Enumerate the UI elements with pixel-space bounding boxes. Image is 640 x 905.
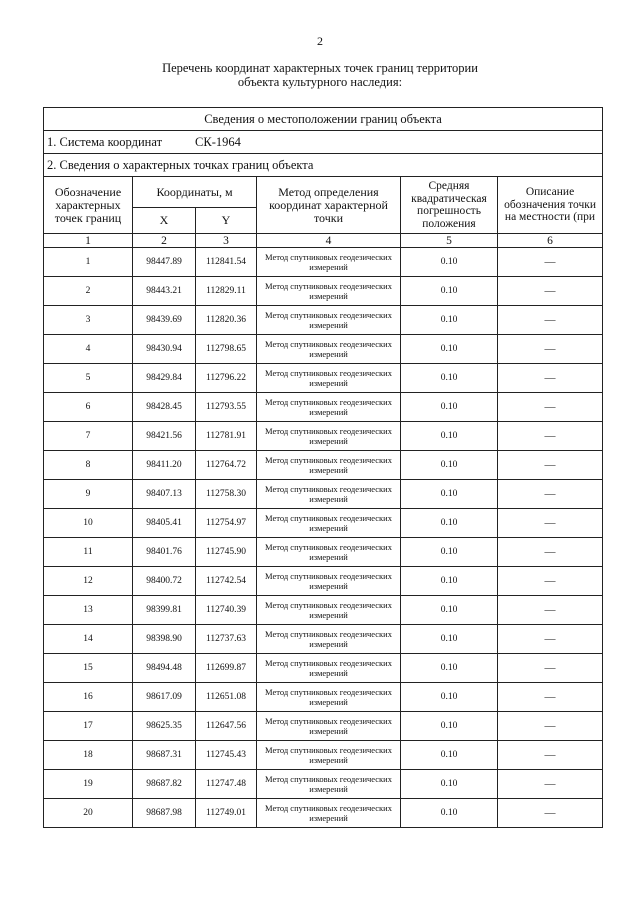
header-y: Y	[196, 208, 257, 234]
coordinate-x: 98428.45	[133, 393, 196, 422]
coordinate-x: 98405.41	[133, 509, 196, 538]
error-cell: 0.10	[401, 335, 498, 364]
coordinate-y: 112749.01	[196, 799, 257, 828]
table-row	[44, 770, 603, 799]
coordinate-y: 112758.30	[196, 480, 257, 509]
error-cell: 0.10	[401, 509, 498, 538]
description-cell: —	[498, 393, 603, 422]
point-number: 5	[44, 364, 133, 393]
description-cell: —	[498, 538, 603, 567]
method-cell: Метод спутниковых геодезических измерений	[257, 741, 401, 770]
error-cell: 0.10	[401, 683, 498, 712]
error-cell: 0.10	[401, 480, 498, 509]
description-cell: —	[498, 451, 603, 480]
point-number: 15	[44, 654, 133, 683]
coordinate-y: 112820.36	[196, 306, 257, 335]
header-coordinates: Координаты, м	[133, 177, 257, 208]
description-cell: —	[498, 509, 603, 538]
coordinate-x: 98443.21	[133, 277, 196, 306]
coordinate-x: 98687.82	[133, 770, 196, 799]
table-row	[44, 306, 603, 335]
coordinate-x: 98687.31	[133, 741, 196, 770]
point-number: 14	[44, 625, 133, 654]
description-cell: —	[498, 712, 603, 741]
description-cell: —	[498, 248, 603, 277]
table-row	[44, 335, 603, 364]
description-cell: —	[498, 335, 603, 364]
table-row	[44, 480, 603, 509]
header-designation: Обозначение характерных точек границ	[44, 177, 133, 234]
coordinate-y: 112745.90	[196, 538, 257, 567]
description-cell: —	[498, 654, 603, 683]
header-description: Описание обозначения точки на местности (при	[498, 177, 603, 234]
method-cell: Метод спутниковых геодезических измерений	[257, 596, 401, 625]
method-cell: Метод спутниковых геодезических измерений	[257, 770, 401, 799]
point-number: 19	[44, 770, 133, 799]
coordinate-x: 98429.84	[133, 364, 196, 393]
method-cell: Метод спутниковых геодезических измерений	[257, 480, 401, 509]
error-cell: 0.10	[401, 306, 498, 335]
point-number: 9	[44, 480, 133, 509]
coordinate-y: 112651.08	[196, 683, 257, 712]
description-cell: —	[498, 683, 603, 712]
point-number: 20	[44, 799, 133, 828]
coordinate-x: 98399.81	[133, 596, 196, 625]
error-cell: 0.10	[401, 770, 498, 799]
coordinate-y: 112798.65	[196, 335, 257, 364]
method-cell: Метод спутниковых геодезических измерений	[257, 364, 401, 393]
description-cell: —	[498, 567, 603, 596]
error-cell: 0.10	[401, 277, 498, 306]
description-cell: —	[498, 596, 603, 625]
table-row	[44, 509, 603, 538]
method-cell: Метод спутниковых геодезических измерений	[257, 451, 401, 480]
table-row	[44, 277, 603, 306]
error-cell: 0.10	[401, 451, 498, 480]
header-x: X	[133, 208, 196, 234]
error-cell: 0.10	[401, 799, 498, 828]
document-title	[0, 61, 640, 89]
point-number: 2	[44, 277, 133, 306]
table-row	[44, 625, 603, 654]
method-cell: Метод спутниковых геодезических измерений	[257, 393, 401, 422]
title-line-2: объекта культурного наследия:	[237, 75, 403, 89]
coordinate-y: 112754.97	[196, 509, 257, 538]
column-number: 4	[257, 234, 401, 248]
table-row	[44, 799, 603, 828]
point-number: 3	[44, 306, 133, 335]
table-row	[44, 741, 603, 770]
method-cell: Метод спутниковых геодезических измерений	[257, 306, 401, 335]
error-cell: 0.10	[401, 422, 498, 451]
point-number: 6	[44, 393, 133, 422]
point-number: 7	[44, 422, 133, 451]
coordinate-y: 112829.11	[196, 277, 257, 306]
table-row	[44, 248, 603, 277]
description-cell: —	[498, 770, 603, 799]
method-cell: Метод спутниковых геодезических измерений	[257, 248, 401, 277]
page-number: 2	[317, 34, 323, 48]
coordinate-x: 98400.72	[133, 567, 196, 596]
error-cell: 0.10	[401, 625, 498, 654]
coordinate-x: 98398.90	[133, 625, 196, 654]
table-row	[44, 654, 603, 683]
table-row	[44, 393, 603, 422]
coordinate-x: 98430.94	[133, 335, 196, 364]
coordinates-table	[43, 107, 603, 828]
header-method: Метод определения координат характерной точки	[257, 177, 401, 234]
point-number: 13	[44, 596, 133, 625]
coordinate-x: 98411.20	[133, 451, 196, 480]
method-cell: Метод спутниковых геодезических измерений	[257, 538, 401, 567]
error-cell: 0.10	[401, 248, 498, 277]
coordinate-y: 112781.91	[196, 422, 257, 451]
table-row	[44, 451, 603, 480]
method-cell: Метод спутниковых геодезических измерений	[257, 799, 401, 828]
column-number: 6	[498, 234, 603, 248]
coordinate-system-row	[44, 131, 603, 154]
coordinate-y: 112742.54	[196, 567, 257, 596]
description-cell: —	[498, 799, 603, 828]
coordinate-x: 98407.13	[133, 480, 196, 509]
table-row	[44, 538, 603, 567]
method-cell: Метод спутниковых геодезических измерений	[257, 422, 401, 451]
method-cell: Метод спутниковых геодезических измерений	[257, 625, 401, 654]
coordinate-y: 112793.55	[196, 393, 257, 422]
method-cell: Метод спутниковых геодезических измерений	[257, 335, 401, 364]
description-cell: —	[498, 364, 603, 393]
header-error: Средняя квадратическая погрешность положения	[401, 177, 498, 234]
error-cell: 0.10	[401, 741, 498, 770]
table-row	[44, 683, 603, 712]
title-line-1: Перечень координат характерных точек границ территории	[162, 61, 478, 75]
coordinate-y: 112764.72	[196, 451, 257, 480]
error-cell: 0.10	[401, 393, 498, 422]
method-cell: Метод спутниковых геодезических измерений	[257, 683, 401, 712]
coordinate-y: 112745.43	[196, 741, 257, 770]
point-number: 11	[44, 538, 133, 567]
point-number: 1	[44, 248, 133, 277]
coordinate-y: 112699.87	[196, 654, 257, 683]
section-heading: Сведения о местоположении границ объекта	[44, 108, 603, 131]
point-number: 16	[44, 683, 133, 712]
points-heading: 2. Сведения о характерных точках границ объекта	[44, 154, 603, 177]
description-cell: —	[498, 480, 603, 509]
coordinate-x: 98494.48	[133, 654, 196, 683]
method-cell: Метод спутниковых геодезических измерений	[257, 277, 401, 306]
coordinate-x: 98617.09	[133, 683, 196, 712]
table-row	[44, 422, 603, 451]
coordinate-y: 112841.54	[196, 248, 257, 277]
error-cell: 0.10	[401, 596, 498, 625]
coordinate-system-label: 1. Система координат	[47, 134, 163, 149]
error-cell: 0.10	[401, 567, 498, 596]
point-number: 17	[44, 712, 133, 741]
error-cell: 0.10	[401, 654, 498, 683]
error-cell: 0.10	[401, 538, 498, 567]
column-number: 3	[196, 234, 257, 248]
description-cell: —	[498, 422, 603, 451]
coordinate-y: 112737.63	[196, 625, 257, 654]
point-number: 10	[44, 509, 133, 538]
coordinate-y: 112740.39	[196, 596, 257, 625]
coordinate-y: 112647.56	[196, 712, 257, 741]
coordinate-x: 98625.35	[133, 712, 196, 741]
error-cell: 0.10	[401, 364, 498, 393]
table-row	[44, 364, 603, 393]
coordinate-x: 98687.98	[133, 799, 196, 828]
coordinate-x: 98421.56	[133, 422, 196, 451]
method-cell: Метод спутниковых геодезических измерений	[257, 509, 401, 538]
description-cell: —	[498, 306, 603, 335]
coordinate-y: 112796.22	[196, 364, 257, 393]
method-cell: Метод спутниковых геодезических измерений	[257, 567, 401, 596]
description-cell: —	[498, 625, 603, 654]
table-row	[44, 712, 603, 741]
coordinate-x: 98447.89	[133, 248, 196, 277]
description-cell: —	[498, 277, 603, 306]
coordinate-x: 98439.69	[133, 306, 196, 335]
error-cell: 0.10	[401, 712, 498, 741]
point-number: 12	[44, 567, 133, 596]
method-cell: Метод спутниковых геодезических измерений	[257, 654, 401, 683]
table-row	[44, 596, 603, 625]
column-number: 5	[401, 234, 498, 248]
coordinate-system-value: СК-1964	[195, 134, 241, 149]
description-cell: —	[498, 741, 603, 770]
point-number: 18	[44, 741, 133, 770]
table-row	[44, 567, 603, 596]
method-cell: Метод спутниковых геодезических измерений	[257, 712, 401, 741]
coordinate-y: 112747.48	[196, 770, 257, 799]
column-number: 2	[133, 234, 196, 248]
coordinate-x: 98401.76	[133, 538, 196, 567]
column-number: 1	[44, 234, 133, 248]
point-number: 8	[44, 451, 133, 480]
point-number: 4	[44, 335, 133, 364]
